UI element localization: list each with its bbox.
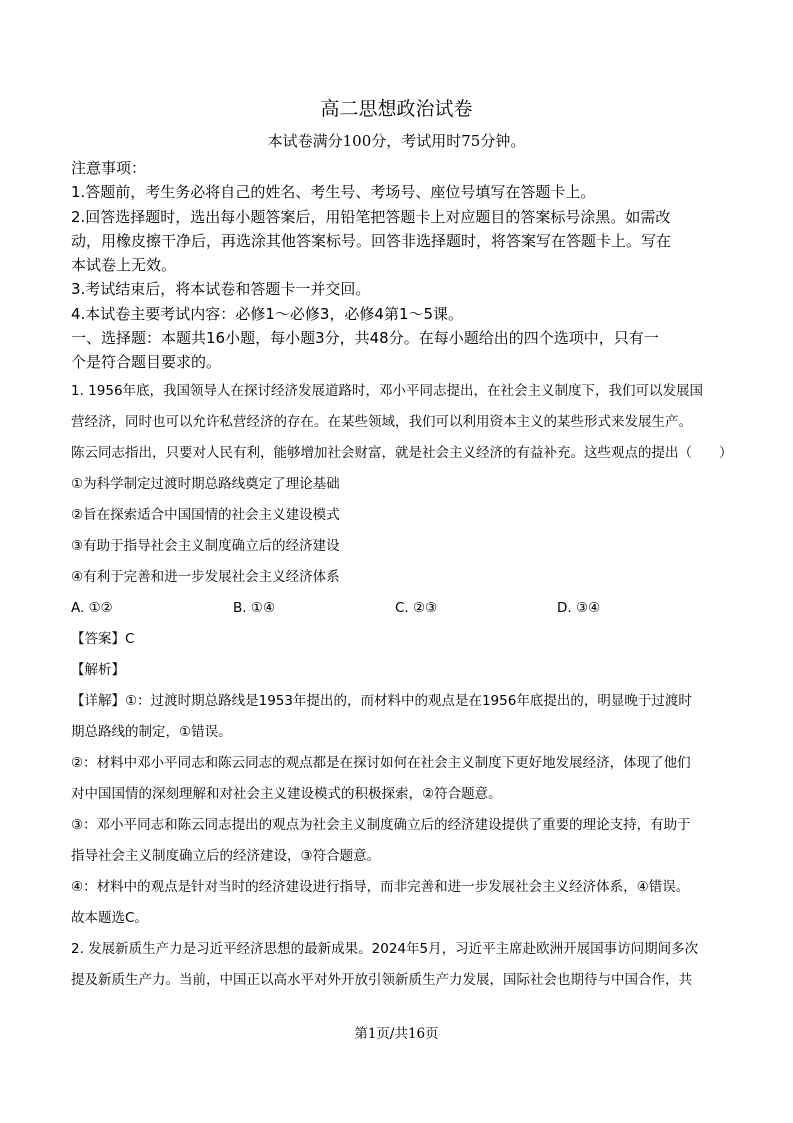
instructions-heading: 注意事项：	[71, 159, 147, 177]
instruction-item-2-line-3: 本试卷上无效。	[71, 256, 177, 275]
q1-options	[71, 593, 727, 624]
section-heading-line-2: 个是符合题目要求的。	[71, 353, 222, 372]
q1-analysis-label: 【解析】	[71, 662, 125, 678]
instruction-item-2-line-2: 动，用橡皮擦干净后，再选涂其他答案标号。回答非选择题时，将答案写在答题卡上。写在	[71, 231, 672, 250]
instruction-item-1: 1.答题前，考生务必将自己的姓名、考生号、考场号、座位号填写在答题卡上。	[71, 183, 596, 202]
q1-detail-line-6: 指导社会主义制度确立后的经济建设，③符合题意。	[71, 848, 381, 864]
section-heading-line-1: 一、选择题：本题共16小题，每小题3分，共48分。在每小题给出的四个选项中，只有一	[71, 329, 659, 348]
q1-stem-line-1: 1. 1956年底，我国领导人在探讨经济发展道路时，邓小平同志提出，在社会主义制度下，我们可以发展国	[71, 383, 704, 399]
q1-option-d: D. ③④	[557, 600, 601, 616]
document-title: 高二思想政治试卷	[320, 98, 473, 120]
q1-option-a: A. ①②	[71, 600, 113, 616]
q1-option-c: C. ②③	[395, 600, 438, 616]
q1-statement-1: ①为科学制定过渡时期总路线奠定了理论基础	[71, 476, 340, 492]
document-subtitle: 本试卷满分100分，考试用时75分钟。	[267, 132, 526, 150]
q2-stem-line-2: 提及新质生产力。当前，中国正以高水平对外开放引领新质生产力发展，国际社会也期待与中国合作，共	[71, 972, 692, 988]
instruction-item-2-line-1: 2.回答选择题时，选出每小题答案后，用铅笔把答题卡上对应题目的答案标号涂黑。如需改	[71, 207, 671, 226]
q1-statement-4: ④有利于完善和进一步发展社会主义经济体系	[71, 569, 340, 585]
q1-detail-line-7: ④：材料中的观点是针对当时的经济建设进行指导，而非完善和进一步发展社会主义经济体系，④错误。	[71, 879, 690, 895]
q1-detail-line-3: ②：材料中邓小平同志和陈云同志的观点都是在探讨如何在社会主义制度下更好地发展经济，体现了他们	[71, 755, 691, 771]
q1-detail-line-2: 期总路线的制定，①错误。	[71, 724, 232, 740]
page-footer: 第1页/共16页	[354, 1026, 439, 1042]
q1-conclusion: 故本题选C。	[71, 910, 148, 926]
q2-stem-line-1: 2. 发展新质生产力是习近平经济思想的最新成果。2024年5月，习近平主席赴欧洲开展国事访问期间多次	[71, 941, 699, 957]
q1-detail-line-1: 【详解】①：过渡时期总路线是1953年提出的，而材料中的观点是在1956年底提出的，明显晚于过渡时	[71, 693, 692, 709]
q1-stem-line-2: 营经济，同时也可以允许私营经济的存在。在某些领域，我们可以利用资本主义的某些形式来发展生产。	[71, 414, 692, 430]
question-body	[71, 376, 733, 996]
instruction-item-3: 3.考试结束后，将本试卷和答题卡一并交回。	[71, 280, 371, 299]
q1-option-b: B. ①④	[233, 600, 276, 616]
q1-statement-3: ③有助于指导社会主义制度确立后的经济建设	[71, 538, 340, 554]
instructions-block	[71, 156, 727, 375]
q1-answer: 【答案】C	[71, 631, 135, 647]
q1-detail-line-5: ③：邓小平同志和陈云同志提出的观点为社会主义制度确立后的经济建设提供了重要的理论支持，有助于	[71, 817, 691, 833]
instruction-item-4: 4.本试卷主要考试内容：必修1～必修3，必修4第1～5课。	[71, 304, 464, 323]
q1-detail-line-4: 对中国国情的深刻理解和对社会主义建设模式的积极探索，②符合题意。	[71, 786, 502, 802]
q1-statement-2: ②旨在探索适合中国国情的社会主义建设模式	[71, 507, 340, 523]
q1-stem-line-3: 陈云同志指出，只要对人民有利，能够增加社会财富，就是社会主义经济的有益补充。这些观点的提出（ ）	[71, 445, 733, 461]
